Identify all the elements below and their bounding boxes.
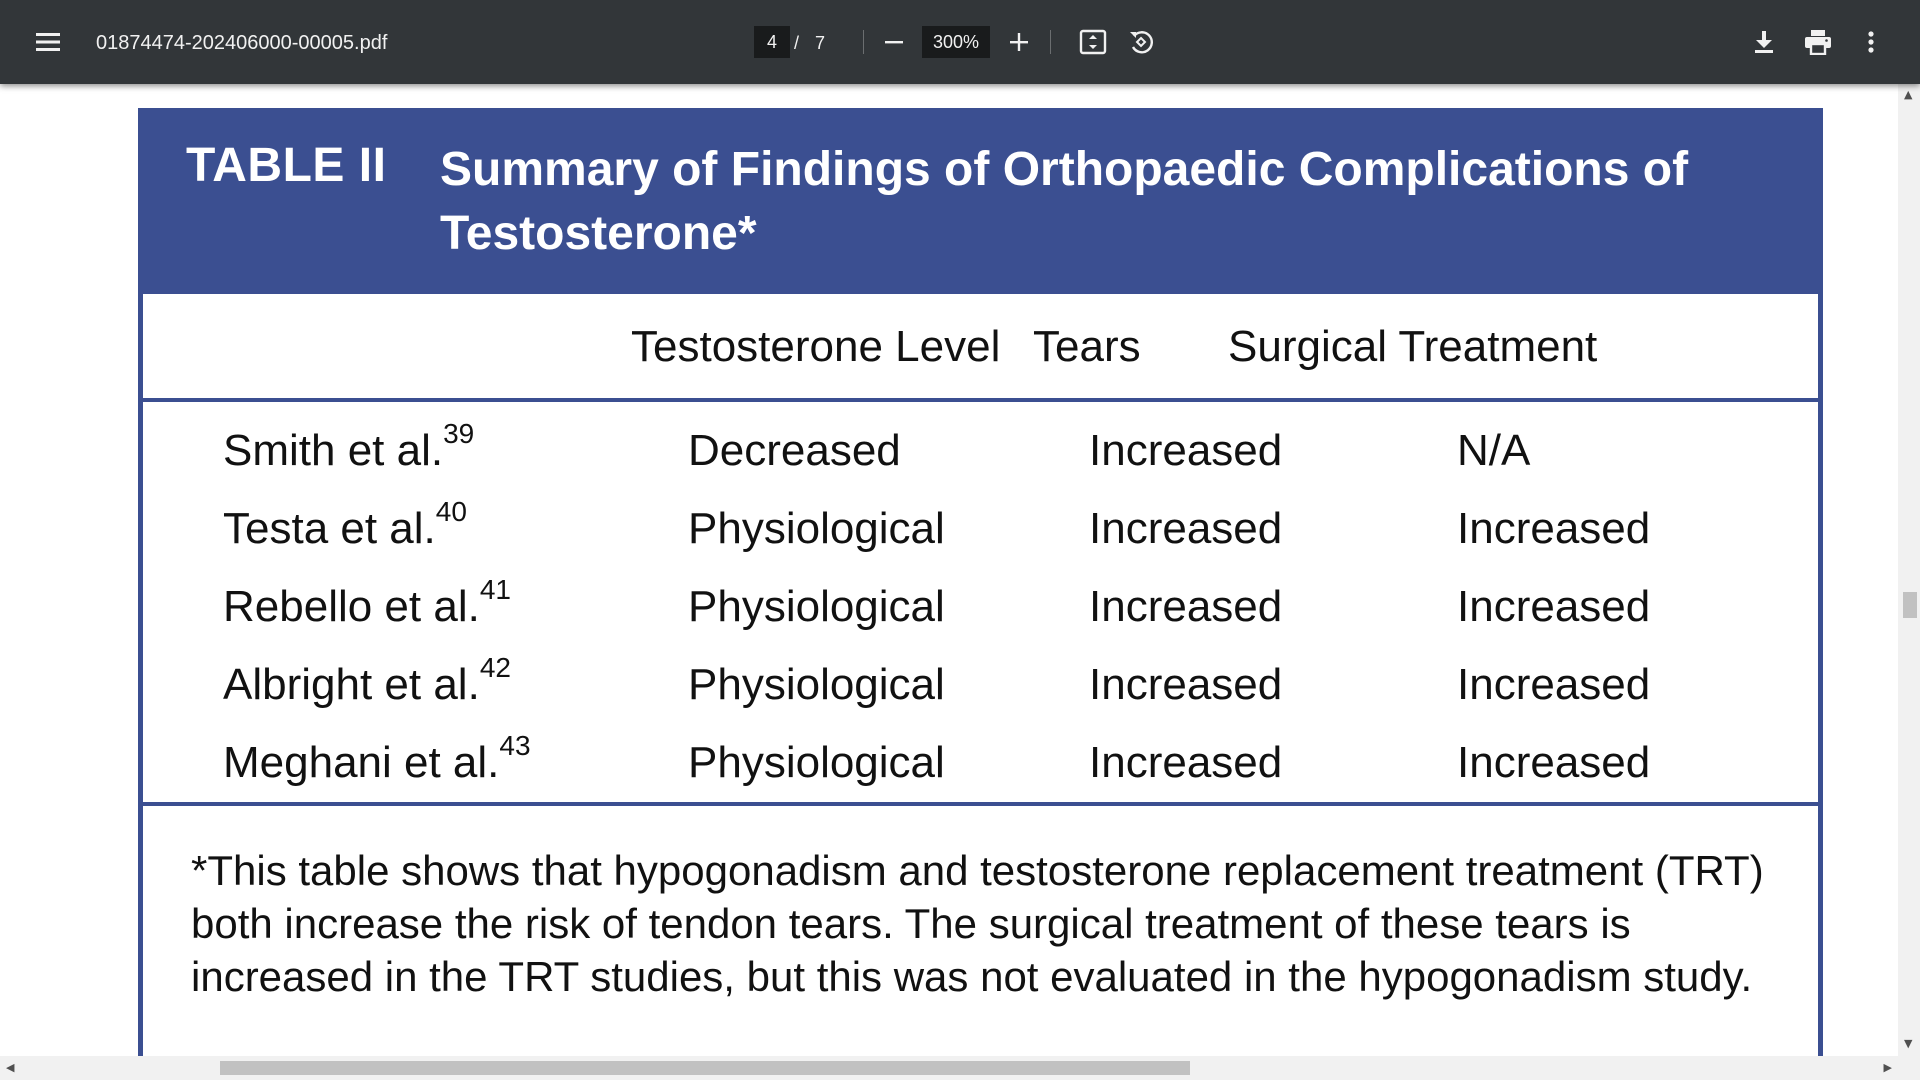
table-row: [143, 412, 1818, 490]
table-row: [143, 646, 1818, 724]
table-rows: [143, 402, 1818, 806]
more-vert-icon: [1867, 30, 1875, 54]
zoom-in-icon: [1009, 32, 1029, 52]
pdf-toolbar: [0, 0, 1920, 84]
table-figure: [138, 108, 1823, 1056]
rotate-icon: [1127, 28, 1155, 56]
table-label: TABLE II: [186, 139, 387, 192]
menu-icon: [35, 32, 61, 52]
header-tears: Tears: [1033, 322, 1141, 371]
zoom-input[interactable]: [922, 26, 990, 58]
pdf-viewer[interactable]: [0, 84, 1920, 1056]
download-icon: [1753, 30, 1775, 54]
fit-page-icon: [1079, 29, 1107, 55]
table-footnote: *This table shows that hypogonadism and testosterone replacement treatment (TRT) both increase the risk of tendon tears. The surgical treatment of these tears is increased in the TRT studies, but this was not evaluated in the hypogonadism study.: [191, 847, 1764, 1000]
vertical-scrollbar[interactable]: [1898, 84, 1920, 1056]
toolbar-divider: [1050, 30, 1051, 54]
vertical-scroll-thumb[interactable]: [1903, 592, 1917, 618]
horizontal-scrollbar[interactable]: [0, 1056, 1920, 1080]
surgical-cell: Increased: [1457, 738, 1651, 787]
tears-cell: Increased: [1089, 504, 1283, 553]
scroll-right-arrow-icon[interactable]: ▶: [1883, 1061, 1892, 1074]
table-title: Summary of Findings of Orthopaedic Complications of Testosterone*: [440, 143, 1689, 260]
level-cell: Physiological: [688, 582, 945, 631]
level-cell: Physiological: [688, 660, 945, 709]
reference-superscript: 43: [499, 730, 531, 761]
study-cell: Albright et al.$^{42}$: [223, 652, 511, 709]
tears-cell: Increased: [1089, 660, 1283, 709]
scroll-left-arrow-icon[interactable]: ◀: [6, 1061, 15, 1074]
zoom-out-icon: [884, 32, 904, 52]
reference-superscript: 39: [443, 418, 475, 449]
scroll-up-arrow-icon[interactable]: ▲: [1904, 88, 1913, 101]
tears-cell: Increased: [1089, 582, 1283, 631]
document-title: 01874474-202406000-00005.pdf: [96, 32, 388, 54]
scroll-down-arrow-icon[interactable]: ▼: [1904, 1037, 1913, 1050]
surgical-cell: Increased: [1457, 582, 1651, 631]
page-number-input[interactable]: [754, 26, 790, 58]
zoom-out-button[interactable]: [874, 22, 914, 62]
reference-superscript: 41: [479, 574, 511, 605]
table-body: [138, 294, 1823, 1056]
table-row: [143, 724, 1818, 802]
study-cell: Testa et al.$^{40}$: [223, 496, 467, 553]
study-cell: Meghani et al.$^{43}$: [223, 730, 531, 787]
page-separator: /: [794, 33, 800, 53]
level-cell: Decreased: [688, 426, 901, 475]
table-row: [143, 568, 1818, 646]
level-cell: Physiological: [688, 504, 945, 553]
surgical-cell: Increased: [1457, 504, 1651, 553]
reference-superscript: 40: [435, 496, 467, 527]
table-title-bar: [138, 108, 1823, 294]
print-button[interactable]: [1798, 22, 1838, 62]
header-testosterone-level: Testosterone Level: [631, 322, 1001, 371]
surgical-cell: N/A: [1457, 426, 1531, 475]
tears-cell: Increased: [1089, 426, 1283, 475]
fit-page-button[interactable]: [1073, 22, 1113, 62]
rotate-button[interactable]: [1121, 22, 1161, 62]
tears-cell: Increased: [1089, 738, 1283, 787]
download-button[interactable]: [1744, 22, 1784, 62]
level-cell: Physiological: [688, 738, 945, 787]
surgical-cell: Increased: [1457, 660, 1651, 709]
zoom-in-button[interactable]: [999, 22, 1039, 62]
table-row: [143, 490, 1818, 568]
toolbar-divider: [863, 30, 864, 54]
menu-button[interactable]: [28, 24, 68, 60]
horizontal-scroll-thumb[interactable]: [220, 1061, 1190, 1075]
more-actions-button[interactable]: [1851, 22, 1891, 62]
study-cell: Rebello et al.$^{41}$: [223, 574, 511, 631]
study-cell: Smith et al.$^{39}$: [223, 418, 475, 475]
header-surgical-treatment: Surgical Treatment: [1228, 322, 1598, 371]
print-icon: [1804, 29, 1832, 55]
table-header-row: [143, 294, 1818, 402]
reference-superscript: 42: [479, 652, 511, 683]
page-total: 7: [815, 33, 826, 53]
